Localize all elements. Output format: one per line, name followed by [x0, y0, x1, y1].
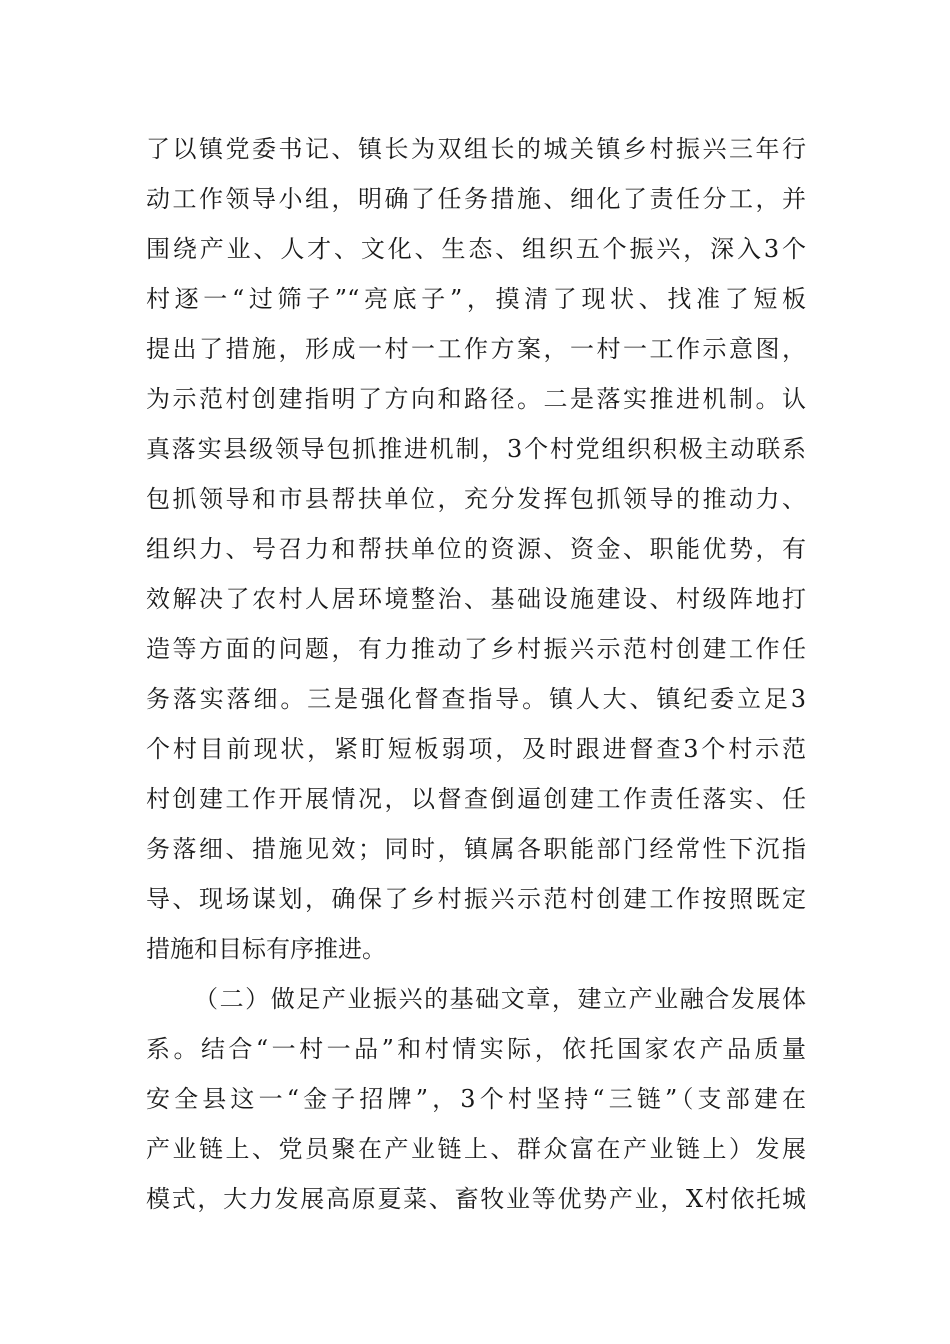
text-line: 真落实县级领导包抓推进机制，3个村党组织积极主动联系	[146, 435, 806, 463]
text-line: 模式，大力发展高原夏菜、畜牧业等优势产业，X村依托城	[146, 1185, 806, 1213]
text-line: 导、现场谋划，确保了乡村振兴示范村创建工作按照既定	[146, 885, 806, 913]
text-line: 村逐一“过筛子”“亮底子”，摸清了现状、找准了短板	[146, 285, 806, 313]
text-line: 动工作领导小组，明确了任务措施、细化了责任分工，并	[146, 185, 806, 213]
text-line: 务落实落细。三是强化督查指导。镇人大、镇纪委立足3	[146, 685, 806, 713]
text-line: 围绕产业、人才、文化、生态、组织五个振兴，深入3个	[146, 235, 806, 263]
text-line: 造等方面的问题，有力推动了乡村振兴示范村创建工作任	[146, 635, 806, 663]
text-line: 系。结合“一村一品”和村情实际，依托国家农产品质量	[146, 1035, 806, 1063]
text-line: 务落细、措施见效；同时，镇属各职能部门经常性下沉指	[146, 835, 806, 863]
text-line: 提出了措施，形成一村一工作方案，一村一工作示意图，	[146, 335, 806, 363]
section-heading-line: （二）做足产业振兴的基础文章，建立产业融合发展体	[194, 985, 806, 1013]
text-line: 组织力、号召力和帮扶单位的资源、资金、职能优势，有	[146, 535, 806, 563]
text-line: 安全县这一“金子招牌”，3个村坚持“三链”（支部建在	[146, 1085, 806, 1113]
text-line: 效解决了农村人居环境整治、基础设施建设、村级阵地打	[146, 585, 806, 613]
text-line: 了以镇党委书记、镇长为双组长的城关镇乡村振兴三年行	[146, 135, 806, 163]
text-line: 个村目前现状，紧盯短板弱项，及时跟进督查3个村示范	[146, 735, 806, 763]
text-line: 村创建工作开展情况，以督查倒逼创建工作责任落实、任	[146, 785, 806, 813]
text-line: 措施和目标有序推进。	[146, 935, 386, 963]
text-line: 产业链上、党员聚在产业链上、群众富在产业链上）发展	[146, 1135, 806, 1163]
text-line: 包抓领导和市县帮扶单位，充分发挥包抓领导的推动力、	[146, 485, 806, 513]
text-line: 为示范村创建指明了方向和路径。二是落实推进机制。认	[146, 385, 806, 413]
